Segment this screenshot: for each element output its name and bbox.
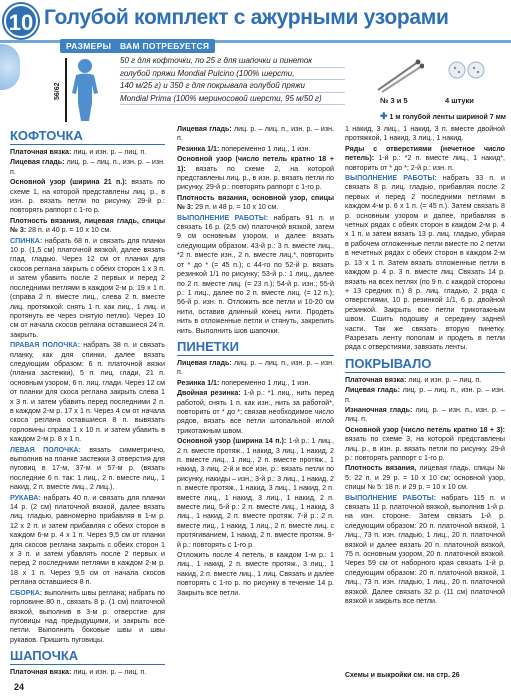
material-line: голубой пряжи Mondial Pulcino (100% шерсти, bbox=[120, 68, 345, 81]
term-label: Основной узор (ширина 14 п.): bbox=[177, 437, 287, 446]
subheading: ЛЕВАЯ ПОЛОЧКА: bbox=[10, 445, 81, 454]
term-label: Плотность вязания, bbox=[345, 464, 417, 473]
tools-panel bbox=[360, 52, 506, 118]
term-label: Двойная резинка: bbox=[177, 389, 241, 398]
paragraph: вязать по схеме 2, на которой представлены лиц. р., в изн. р. вязать петли по рисунку. 29-й р.: повторять раппорт с 1-го р. bbox=[177, 164, 334, 192]
plus-icon: ✚ bbox=[380, 111, 388, 121]
yarn-ball-image bbox=[0, 44, 20, 90]
needles-size-label: № 3 и 5 bbox=[380, 96, 408, 105]
materials-badge: ВАМ ПОТРЕБУЕТСЯ bbox=[114, 39, 215, 53]
paragraph: 28 п. и 40 р. = 10 х 10 см. bbox=[28, 226, 112, 235]
paragraph: 1-й р.: *2 п. вместе лиц., 1 накид*, повторить от * до *; 2-й р.: изн. п. bbox=[345, 154, 505, 172]
child-silhouette-icon bbox=[68, 57, 102, 123]
section-title-booties: ПИНЕТКИ bbox=[177, 339, 334, 356]
subheading: ПРАВАЯ ПОЛОЧКА: bbox=[10, 341, 81, 350]
term-label: Платочная вязка: bbox=[345, 375, 407, 384]
subheading: СПИНКА: bbox=[10, 236, 43, 245]
paragraph: лиц. р. – лиц. п., изн. р. – изн. п. bbox=[177, 358, 334, 377]
paragraph: набрать 91 п. и связать 16 р. (2,5 см) платочной вязкой, затем 9 см основным узором, и далее вязать следующим образом. 43-й р.: 3 п. вместе лиц., *2 п. вместе изн., 2 п. вместе лиц.*, повторить от * до * (= 45 п.); с 44-го по 52-й р. вязать резинкой 1/1 по рисунку; 53-й р.: 1 лиц., далее по 2 п. вместе лиц. (= 23 п.); 54-й р. изн.; 55-й р.: 1 лиц., далее по 2 п. вместе лиц. (= 12 п.); 56-й р. изн. п. Отложить все петли и 10-20 см нити, оставив длинный конец нити. Продеть нить в отложенные петли и стянуть, закрепить нить. Выполнить шов шапочки. bbox=[177, 213, 334, 335]
paragraph: попеременно 1 лиц., 1 изн. bbox=[221, 144, 311, 153]
paragraph: 1-й р.: *1 лиц., нить перед работой, снять 1 п. как изн., нить за работой*, повторить от * до *; связав необходимое число рядов, вязать все петли штопальной иглой трикотажным швом. bbox=[177, 389, 334, 435]
subheading: ВЫПОЛНЕНИЕ РАБОТЫ: bbox=[345, 174, 437, 183]
column-middle bbox=[177, 125, 334, 685]
paragraph: выполнить швы реглана; набрать по горловине 80 п., связать 8 р. (1 см) платочной вязкой, выполнив в 3-м р. отверстие для пуговицы над предыдущими, и закрыть все петли. Выполнить боковые швы и швы рукавов. Пришить пуговицы. bbox=[10, 588, 165, 644]
ribbon-requirement bbox=[380, 111, 506, 122]
term-label: Основной узор (ширина 21 п.): bbox=[10, 178, 128, 187]
paragraph: лиц. и изн. р. – лиц. п. bbox=[408, 375, 482, 384]
paragraph: лицевая гладь, спицы № 5: 22 п. и 29 р. = 10 х 10 см; основной узор, спицы № 5: 18 п. и 29 р. = 10 х 10 см. bbox=[345, 464, 505, 492]
paragraph: лиц. р. – изн. п., изн. р. – лиц. п. bbox=[345, 405, 505, 424]
size-label: 56/62 bbox=[54, 82, 61, 100]
term-label: Лицевая гладь: bbox=[345, 386, 401, 395]
paragraph: вязать по схеме 1, на которой представлены лиц. р., в изн. р. вязать петли по рисунку. 29-й р.: повторять раппорт с 1-го р. bbox=[10, 178, 165, 215]
page-title: Голубой комплект с ажурными узорами bbox=[44, 6, 449, 29]
term-label: Основной узор (число петель кратно 18 + 3): bbox=[345, 425, 505, 434]
column-left bbox=[10, 125, 165, 685]
paragraph: лиц. р. – лиц. п., изн. р. – изн. п. bbox=[177, 125, 334, 143]
term-label: Лицевая гладь: bbox=[177, 358, 232, 367]
page-number: 24 bbox=[14, 682, 25, 692]
ribbon-label: 1 м голубой ленты шириной 7 мм bbox=[389, 114, 506, 121]
term-label: Основной узор (число петель кратно 18 + 1): bbox=[177, 155, 334, 173]
term-label: Платочная вязка: bbox=[10, 148, 72, 156]
sizes-badge: РАЗМЕРЫ bbox=[60, 39, 117, 53]
term-label: Лицевая гладь: bbox=[177, 125, 232, 133]
paragraph: набрать 115 п. и связать 11 р. платочной вязкой, выполнив 1-й р. на изн. стороне. Затем связать 1-й р. следующим образом: 20 п. платочной вязкой, 1 лиц., 73 п. изн. гладью, 1 лиц., 20 п. платочной вязкой и далее вязать 20 п. платочной вязкой, 75 п. основным узором, 20 п. платочной вязкой. Через 59 см от наборного края связать 1-й р. следующим образом: 20 п. платочной вязкой, 1 лиц., 73 п. изн. гладью, 1 лиц., 20 п. платочной вязкой. Далее связать 32 р. (11 см) платочной вязкой и закрыть все петли. bbox=[345, 493, 505, 606]
term-label: Изнаночная гладь: bbox=[345, 405, 413, 414]
materials-list bbox=[120, 55, 345, 105]
buttons-icon bbox=[446, 60, 488, 90]
paragraph: набрать 68 п. и связать для планки 10 р. (1,5 см) платочной вязкой, далее вязать глад. гладью. Через 12 см от планки для скосов реглана закрыть с обеих сторон 1 х 3 п. и затем убавить после 2 первых и перед 2 последними петлями в каждом 2-м р. 19 х 1 п. (справа 2 п. вместе лиц., слева 2 п. вместе лиц. протяжкой: снять 1 п. как лиц., 1 лиц. и протянуть ее через снятую петлю). Через 10 см от начала скосов реглана оставшиеся 24 п. закрыть. bbox=[10, 236, 165, 339]
paragraph: 1 накид, 3 лиц., 1 накид, 3 п. вместе двойной протяжкой, 1 накид, 3 лиц., 1 накид. bbox=[345, 125, 505, 143]
paragraph: лиц. р. – лиц. п., изн. р. – изн. п. bbox=[345, 386, 505, 404]
section-title-blanket: ПОКРЫВАЛО bbox=[345, 356, 505, 373]
buttons-count-label: 4 штуки bbox=[445, 96, 474, 105]
term-label: Плотность вязания, основной узор, спицы № 3: bbox=[177, 193, 334, 212]
section-title-jacket: КОФТОЧКА bbox=[10, 128, 165, 145]
term-label: Ряды с отверстиями (нечетное число петель): bbox=[345, 144, 505, 163]
subheading: СБОРКА: bbox=[10, 588, 43, 597]
paragraph: набрать 33 п. и связать 8 р. лиц. гладью, прибавляя после 2 первых и перед 2 последними петлями в каждом 4-м р. 6 х 1 п. (= 45 п.). Затем связать 8 р. основным узором и далее, прибавляя в четных рядах с обеих сторон в каждом 2-м р. 4 х 1 п. и затем вязать 13 р. лиц. гладью, убирая в рабочем отложенные петли вместе по 2 петли в нечетных рядах с обеих сторон в каждом 2-м р. 13 х 1 п. Затем вязать отложенные петли в каждом р. 4 р. 3 п. вместе лиц. Связать 14 р. вязать на всех петлях (по 9 п. с каждой стороны + 13 средних п.) 8 р. лиц. гладью, 2 ряда с отверстиями, 10 р. резинкой 1/1, 6 р. двойной резинкой. Закрыть все петли трикотажным швом. Сшить подошву и середину задней части. Так же связать вторую пинетку. Разрезать ленту пополам и продеть в петли ряда с отверстиями, завязать ленты. bbox=[345, 174, 505, 352]
knitting-needles-icon bbox=[374, 58, 424, 94]
term-label: Резинка 1/1: bbox=[177, 378, 220, 387]
term-label: Лицевая гладь: bbox=[10, 158, 65, 167]
paragraph: 29 п. и 48 р. = 10 х 10 см. bbox=[195, 203, 279, 212]
paragraph: попеременно 1 лиц., 1 изн. bbox=[221, 378, 311, 387]
material-line: 50 г для кофточки, по 25 г для шапочки и пинеток bbox=[120, 55, 345, 68]
paragraph: 1-й р.: 1 лиц., 2 п. вместе протяж., 1 накид, 3 лиц., 1 накид, 2 п. вместе лиц., 1 лиц., 2 п. вместе протяж., 1 накид, 3 лиц. 2-й и все изн. р.: вязать петли по рисунку, накиды – изн.; 3-й р.: 3 лиц., 1 накид, 2 п. вместе протяж., 1 накид, 3 лиц., 1 накид, 2 п. вместе лиц., 1 накид, 3 лиц., 1 накид, 2 п. вместе лиц. 5-й р.: 2 п. вместе лиц., 1 накид, 3 лиц., 1 накид, 2 п. вместе протяж. 7-й р.: 2 п. вместе лиц., 1 накид, 1 лиц., 2 п. вместе лиц. с протягиванием, 1 накид, 2 п. вместе протяж. 9-й р.: повторять с 1-го р. bbox=[177, 437, 334, 549]
paragraph: набрать 40 п. и связать для планки 14 р. (2 см) платочной вязкой, далее вязать лиц. гладью, равномерно прибавляя в 1-м р. 12 х 2 п. и затем прибавляя с обеих сторон в каждом 6-м р. 4 х 1 п. Через 9,5 см от планки для скосов реглана закрыть с обеих сторон 1 х 3 п. и затем убавлять после 2 первых и перед 2 последними петлями в каждом 2-м р. 18 х 1 п. Через 9,5 см от начала скосов реглана оставшиеся 8 п. bbox=[10, 493, 165, 587]
paragraph: лиц. и изн. р. – лиц. п. bbox=[73, 148, 147, 156]
column-right bbox=[345, 125, 505, 685]
material-line: 140 м/25 г) и 350 г для покрывала голубой пряжи bbox=[120, 80, 345, 93]
section-title-hat: ШАПОЧКА bbox=[10, 648, 165, 665]
paragraph: набрать 38 п. и связать планку, как для спинки, далее вязать следующим образом: 6 п. платочной вязки (планка застежки), 5 п. лиц. глади, 21 п. основным узором, 6 п. лиц. глади. Через 12 см от планки для скоса реглана закрыть слева 1 х 3 п. и затем убавить перед последними 2 п. в каждом 2-м р. 17 х 1 п. Через 4 см от начала скоса реглана оставшиеся 8 п. вывязать горловины справа 1 х 10 п. и затем убавить в каждом 2-м р. 8 х 1 п. bbox=[10, 341, 165, 444]
paragraph: лиц. и изн. р. – лиц. п. bbox=[73, 668, 147, 677]
material-line: Mondial Prima (100% мериносовой шерсти, 95 м/50 г) bbox=[120, 93, 345, 106]
paragraph: лиц. р. – лиц. п., изн. р. – изн. п. bbox=[10, 158, 165, 176]
project-number: 10 bbox=[4, 4, 38, 38]
term-label: Платочная вязка: bbox=[10, 668, 72, 677]
paragraph: вязать симметрично, выполнив на планке застежки 3 отверстия для пуговиц в 17-м, 37-м и 57-м р. (вязать последние 6 п. так: 1 лиц., 2 п. вместе лиц., 1 накид, 2 п. вместе лиц., 2 лиц.). bbox=[10, 445, 165, 492]
subheading: ВЫПОЛНЕНИЕ РАБОТЫ: bbox=[177, 213, 269, 222]
paragraph: вязать по схеме 3, на которой представлены лиц. р., в изн. р. вязать петли по рисунку. 29-й р.: повторять раппорт с 1-го р. bbox=[345, 435, 505, 462]
term-label: Резинка 1/1: bbox=[177, 144, 220, 153]
subheading: ВЫПОЛНЕНИЕ РАБОТЫ: bbox=[345, 493, 437, 502]
subheading: РУКАВА: bbox=[10, 493, 41, 502]
paragraph: Отложить после 4 петель, в каждом 1-м р.: 1 лиц., 1 накид, 2 п. вместе протяж., 3 лиц., 1 накид, 2 п. вместе лиц., 1 лиц. Связать и далее повторять с 1-го р. по рисунку в течение 14 р. Закрыть все петли. bbox=[177, 551, 334, 597]
schemes-reference: Схемы и выкройки см. на стр. 26 bbox=[345, 672, 460, 679]
term-label: Плотность вязания, лицевая гладь, спицы № 3: bbox=[10, 216, 165, 235]
